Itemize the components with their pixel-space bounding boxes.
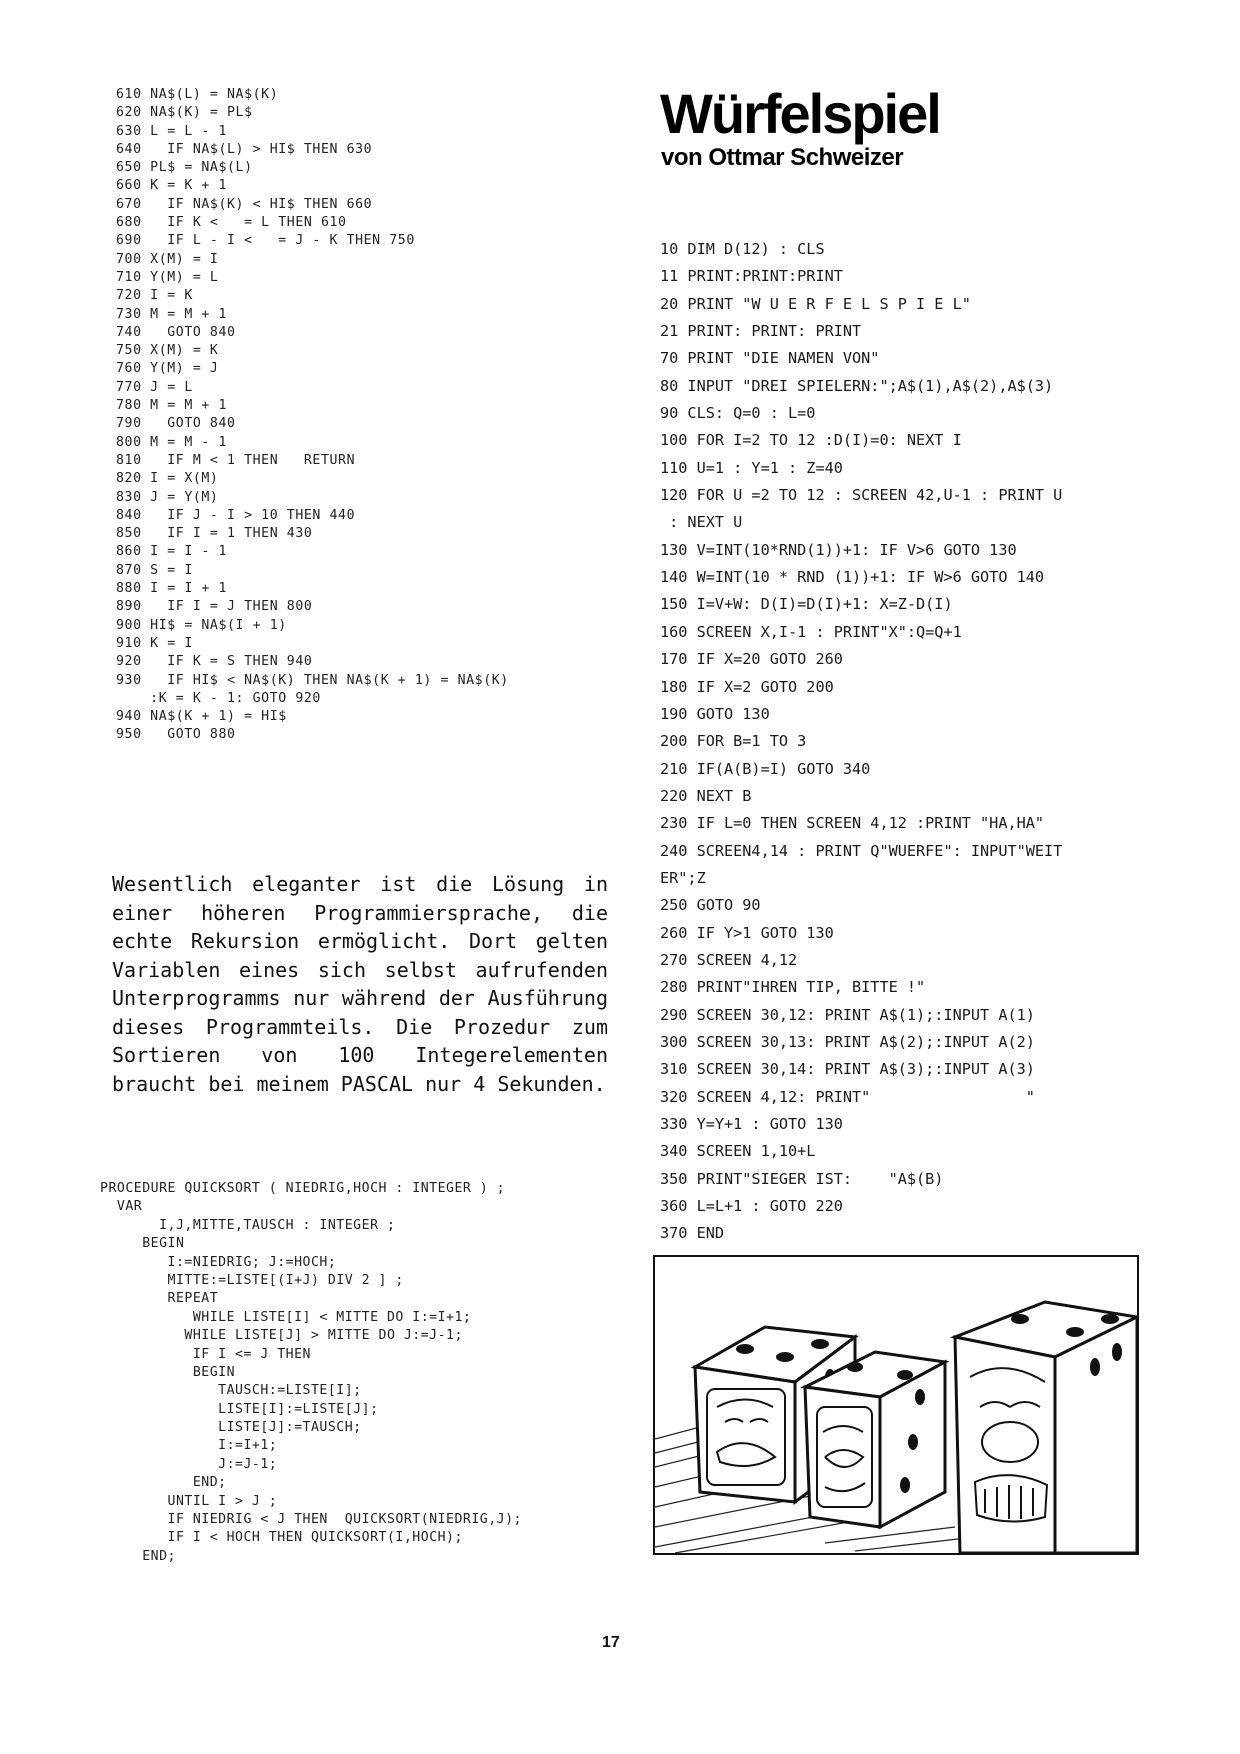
code-line: PROCEDURE QUICKSORT ( NIEDRIG,HOCH : INTEGER ) ;	[100, 1181, 506, 1196]
code-line: 790 GOTO 840	[116, 416, 236, 432]
code-line: :K = K - 1: GOTO 920	[116, 690, 321, 706]
code-line: 750 X(M) = K	[116, 343, 219, 359]
code-line: VAR	[100, 1199, 143, 1215]
code-line: 650 PL$ = NA$(L)	[116, 160, 253, 176]
dice-cartoon-drawing	[655, 1257, 1137, 1553]
code-line: 950 GOTO 880	[116, 727, 236, 743]
code-line: TAUSCH:=LISTE[I];	[100, 1383, 362, 1399]
code-line: 610 NA$(L) = NA$(K)	[116, 87, 279, 102]
code-line: 170 IF X=20 GOTO 260	[660, 650, 843, 669]
code-line: 920 IF K = S THEN 940	[116, 654, 313, 670]
code-line: 820 I = X(M)	[116, 471, 219, 487]
code-line: 330 Y=Y+1 : GOTO 130	[660, 1115, 843, 1133]
code-line: 130 V=INT(10*RND(1))+1: IF V>6 GOTO 130	[660, 540, 1017, 559]
code-line: I,J,MITTE,TAUSCH : INTEGER ;	[100, 1217, 396, 1233]
article-author: von Ottmar Schweizer	[661, 144, 904, 171]
code-line: IF I <= J THEN	[100, 1346, 311, 1362]
code-line: 860 I = I - 1	[116, 544, 228, 560]
code-line: 150 I=V+W: D(I)=D(I)+1: X=Z-D(I)	[660, 595, 953, 614]
code-line: 700 X(M) = I	[116, 251, 219, 267]
code-line: 930 IF HI$ < NA$(K) THEN NA$(K + 1) = NA$(K)	[116, 672, 509, 688]
code-line: 340 SCREEN 1,10+L	[660, 1142, 816, 1161]
code-line: 270 SCREEN 4,12	[660, 950, 798, 969]
code-line: 730 M = M + 1	[116, 306, 228, 322]
code-line: IF I < HOCH THEN QUICKSORT(I,HOCH);	[100, 1530, 463, 1546]
code-line: LISTE[I]:=LISTE[J];	[100, 1401, 379, 1417]
code-line: BEGIN	[100, 1364, 236, 1380]
code-line: 870 S = I	[116, 562, 193, 578]
code-line: 840 IF J - I > 10 THEN 440	[116, 507, 356, 523]
code-line: 250 GOTO 90	[660, 896, 761, 915]
code-line: 710 Y(M) = L	[116, 269, 219, 285]
code-line: 680 IF K < = L THEN 610	[116, 215, 347, 231]
code-line: 630 L = L - 1	[116, 123, 228, 139]
code-line: 370 END	[660, 1224, 725, 1243]
code-line: UNTIL I > J ;	[100, 1493, 278, 1509]
code-line: LISTE[J]:=TAUSCH;	[100, 1420, 362, 1436]
code-line: 300 SCREEN 30,13: PRINT A$(2);:INPUT A(2)	[660, 1032, 1035, 1051]
body-paragraph: Wesentlich eleganter ist die Lösung in einer höheren Programmiersprache, die echte Rekursion ermöglicht. Dort gelten Variablen eines sich selbst aufrufenden Unterprogramms nur während der Ausführung dieses Programmteils. Die Prozedur zum Sortieren von 100 Integerelementen braucht bei meinem PASCAL nur 4 Sekunden.	[112, 872, 608, 1096]
code-line: 660 K = K + 1	[116, 178, 228, 194]
code-line: 880 I = I + 1	[116, 581, 228, 597]
code-line: 830 J = Y(M)	[116, 489, 219, 505]
code-line: 200 FOR B=1 TO 3	[660, 732, 807, 751]
code-line: 760 Y(M) = J	[116, 361, 219, 377]
code-line: 240 SCREEN4,14 : PRINT Q"WUERFE": INPUT"WEIT	[660, 841, 1063, 860]
code-line: BEGIN	[100, 1236, 185, 1252]
code-line: 910 K = I	[116, 635, 193, 651]
code-line: IF NIEDRIG < J THEN QUICKSORT(NIEDRIG,J);	[100, 1512, 522, 1528]
code-line: 190 GOTO 130	[660, 704, 770, 723]
code-line: 120 FOR U =2 TO 12 : SCREEN 42,U-1 : PRINT U	[660, 486, 1063, 505]
basic-sort-listing	[116, 86, 636, 745]
code-line: 810 IF M < 1 THEN RETURN	[116, 452, 356, 468]
code-line: 70 PRINT "DIE NAMEN VON"	[660, 349, 880, 368]
page-number: 17	[602, 1634, 620, 1651]
code-line: 720 I = K	[116, 288, 193, 304]
code-line: 690 IF L - I < = J - K THEN 750	[116, 233, 415, 249]
code-line: 850 IF I = 1 THEN 430	[116, 526, 313, 542]
article-title: Würfelspiel	[660, 82, 940, 145]
code-line: REPEAT	[100, 1291, 219, 1307]
code-line: : NEXT U	[660, 513, 743, 532]
code-line: 230 IF L=0 THEN SCREEN 4,12 :PRINT "HA,HA"	[660, 814, 1045, 833]
code-line: 740 GOTO 840	[116, 324, 236, 340]
code-line: 90 CLS: Q=0 : L=0	[660, 404, 816, 423]
code-line: 360 L=L+1 : GOTO 220	[660, 1197, 843, 1216]
code-line: 21 PRINT: PRINT: PRINT	[660, 322, 862, 341]
code-line: 140 W=INT(10 * RND (1))+1: IF W>6 GOTO 140	[660, 568, 1045, 587]
code-line: END;	[100, 1475, 227, 1491]
code-line: 350 PRINT"SIEGER IST: "A$(B)	[660, 1169, 944, 1188]
dice-cartoon-illustration	[653, 1255, 1139, 1555]
code-line: MITTE:=LISTE[(I+J) DIV 2 ] ;	[100, 1272, 404, 1288]
code-line: 670 IF NA$(K) < HI$ THEN 660	[116, 196, 373, 212]
code-line: 220 NEXT B	[660, 786, 752, 805]
code-line: 11 PRINT:PRINT:PRINT	[660, 267, 843, 286]
code-line: 780 M = M + 1	[116, 398, 228, 414]
code-line: 280 PRINT"IHREN TIP, BITTE !"	[660, 978, 926, 997]
code-line: ER";Z	[660, 868, 706, 887]
code-line: 20 PRINT "W U E R F E L S P I E L"	[660, 294, 971, 313]
wuerfelspiel-basic-listing	[660, 236, 1160, 1248]
code-line: 940 NA$(K + 1) = HI$	[116, 709, 287, 725]
code-line: 100 FOR I=2 TO 12 :D(I)=0: NEXT I	[660, 431, 962, 450]
code-line: 620 NA$(K) = PL$	[116, 105, 253, 121]
code-line: 110 U=1 : Y=1 : Z=40	[660, 458, 843, 477]
code-line: WHILE LISTE[I] < MITTE DO I:=I+1;	[100, 1309, 472, 1325]
code-line: 310 SCREEN 30,14: PRINT A$(3);:INPUT A(3)	[660, 1060, 1035, 1079]
code-line: 770 J = L	[116, 379, 193, 395]
code-line: J:=J-1;	[100, 1456, 278, 1472]
code-line: 160 SCREEN X,I-1 : PRINT"X":Q=Q+1	[660, 622, 962, 641]
code-line: 210 IF(A(B)=I) GOTO 340	[660, 759, 871, 778]
code-line: WHILE LISTE[J] > MITTE DO J:=J-1;	[100, 1328, 463, 1344]
pascal-quicksort-listing	[100, 1180, 660, 1566]
code-line: END;	[100, 1548, 176, 1564]
code-line: 290 SCREEN 30,12: PRINT A$(1);:INPUT A(1)	[660, 1005, 1035, 1024]
code-line: 890 IF I = J THEN 800	[116, 599, 313, 615]
code-line: 80 INPUT "DREI SPIELERN:";A$(1),A$(2),A$(3)	[660, 376, 1054, 395]
code-line: 10 DIM D(12) : CLS	[660, 240, 825, 258]
code-line: 180 IF X=2 GOTO 200	[660, 677, 834, 696]
code-line: 260 IF Y>1 GOTO 130	[660, 923, 834, 942]
code-line: 900 HI$ = NA$(I + 1)	[116, 617, 287, 633]
code-line: I:=NIEDRIG; J:=HOCH;	[100, 1254, 337, 1270]
code-line: 640 IF NA$(L) > HI$ THEN 630	[116, 141, 373, 157]
code-line: I:=I+1;	[100, 1438, 278, 1454]
code-line: 320 SCREEN 4,12: PRINT" "	[660, 1087, 1035, 1106]
code-line: 800 M = M - 1	[116, 434, 228, 450]
